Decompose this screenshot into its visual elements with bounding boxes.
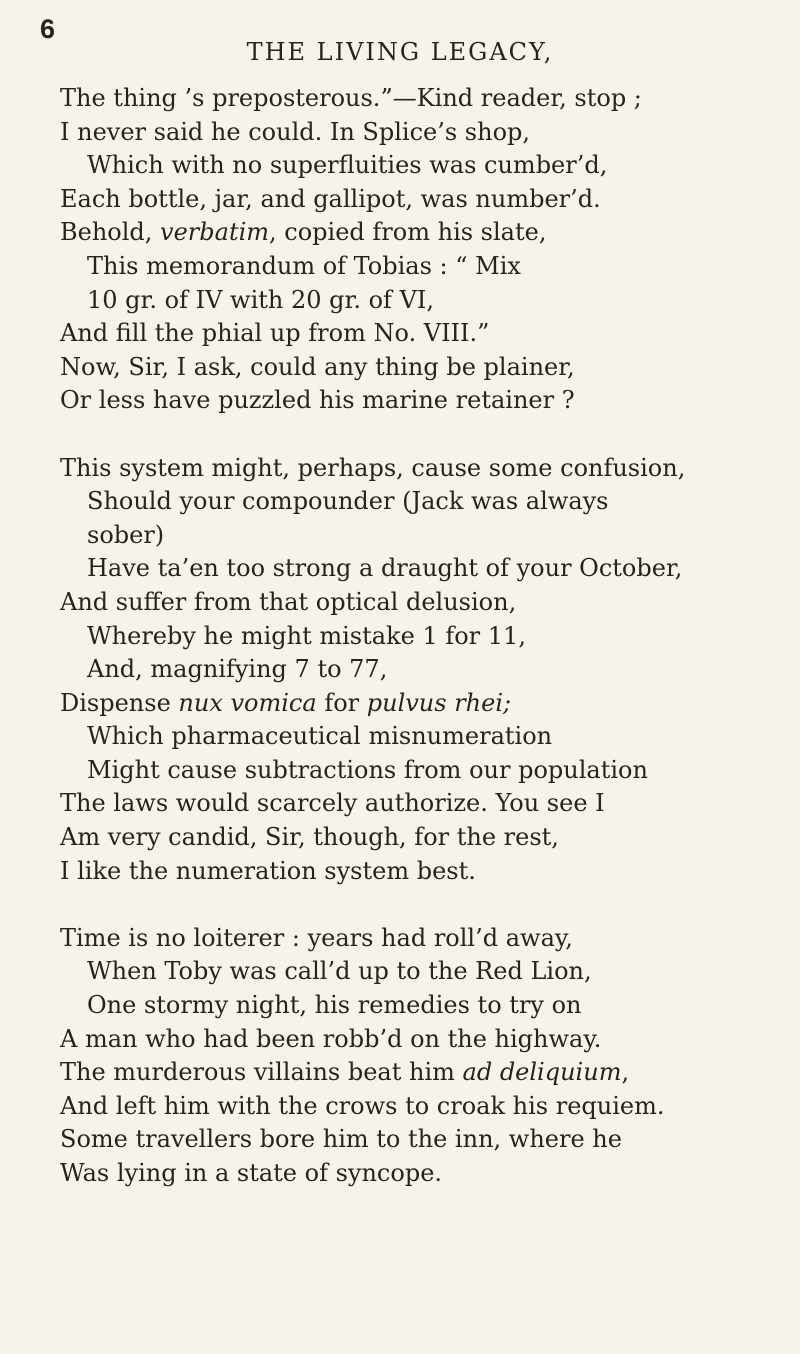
verse-line: Which pharmaceutical misnumeration [87, 722, 553, 751]
verse-line: This system might, perhaps, cause some confusion, [60, 453, 686, 482]
verse-line: Or less have puzzled his marine retainer ? [60, 386, 575, 415]
verse-line: A man who had been robb’d on the highway. [60, 1024, 602, 1053]
verse-line [60, 216, 780, 250]
verse-line: Was lying in a state of syncope. [60, 1158, 443, 1187]
italic-phrase: nux vomica [178, 688, 317, 717]
verse-line: The thing ’s preposterous.”—Kind reader, stop ; [60, 84, 642, 112]
verse-line: When Toby was call’d up to the Red Lion, [87, 957, 592, 986]
stanza-1 [60, 82, 780, 418]
poem-body [60, 82, 780, 1191]
verse-line [60, 687, 780, 721]
verse-line: 10 gr. of IV with 20 gr. of VI, [87, 285, 435, 314]
verse-line: Each bottle, jar, and gallipot, was number’d. [60, 184, 601, 213]
verse-line: Some travellers bore him to the inn, where he [60, 1125, 622, 1154]
verse-line: Might cause subtractions from our population [87, 755, 648, 784]
verse-line: Am very candid, Sir, though, for the rest, [60, 823, 559, 852]
verse-line [60, 1056, 780, 1090]
verse-line: sober) [87, 520, 165, 549]
line-text: , copied from his slate, [269, 218, 547, 247]
verse-line: And suffer from that optical delusion, [60, 587, 517, 616]
verse-line: And fill the phial up from No. VIII.” [60, 319, 490, 348]
italic-phrase: ad deliquium [462, 1058, 622, 1087]
verse-line: And left him with the crows to croak his requiem. [60, 1091, 665, 1120]
line-text: The murderous villains beat him [60, 1058, 463, 1087]
italic-phrase: pulvus rhei [366, 688, 504, 717]
line-text: Behold, [60, 218, 161, 247]
italic-phrase: verbatim [160, 218, 270, 247]
verse-line: This memorandum of Tobias : “ Mix [87, 251, 521, 280]
verse-line: And, magnifying 7 to 77, [87, 655, 388, 684]
verse-line: One stormy night, his remedies to try on [87, 990, 582, 1019]
stanza-break [60, 418, 780, 452]
verse-line: I never said he could. In Splice’s shop, [60, 117, 531, 146]
verse-line: Which with no superfluities was cumber’d, [87, 151, 608, 180]
verse-line: The laws would scarcely authorize. You see I [60, 789, 605, 818]
page-number: 6 [40, 14, 56, 44]
running-head: THE LIVING LEGACY, [246, 38, 554, 66]
line-text: , [621, 1058, 630, 1087]
stanza-break [60, 888, 780, 922]
verse-line: I like the numeration system best. [60, 856, 476, 885]
stanza-2 [60, 452, 780, 889]
stanza-3 [60, 922, 780, 1191]
verse-line: Whereby he might mistake 1 for 11, [87, 621, 526, 650]
verse-line: Have ta’en too strong a draught of your October, [87, 554, 683, 583]
verse-line: Time is no loiterer : years had roll’d away, [60, 923, 573, 952]
verse-line: Should your compounder (Jack was always [87, 487, 609, 516]
line-text: Dispense [60, 688, 179, 717]
line-text: for [316, 688, 367, 717]
line-text: ; [503, 688, 512, 717]
verse-line: Now, Sir, I ask, could any thing be plainer, [60, 352, 575, 381]
